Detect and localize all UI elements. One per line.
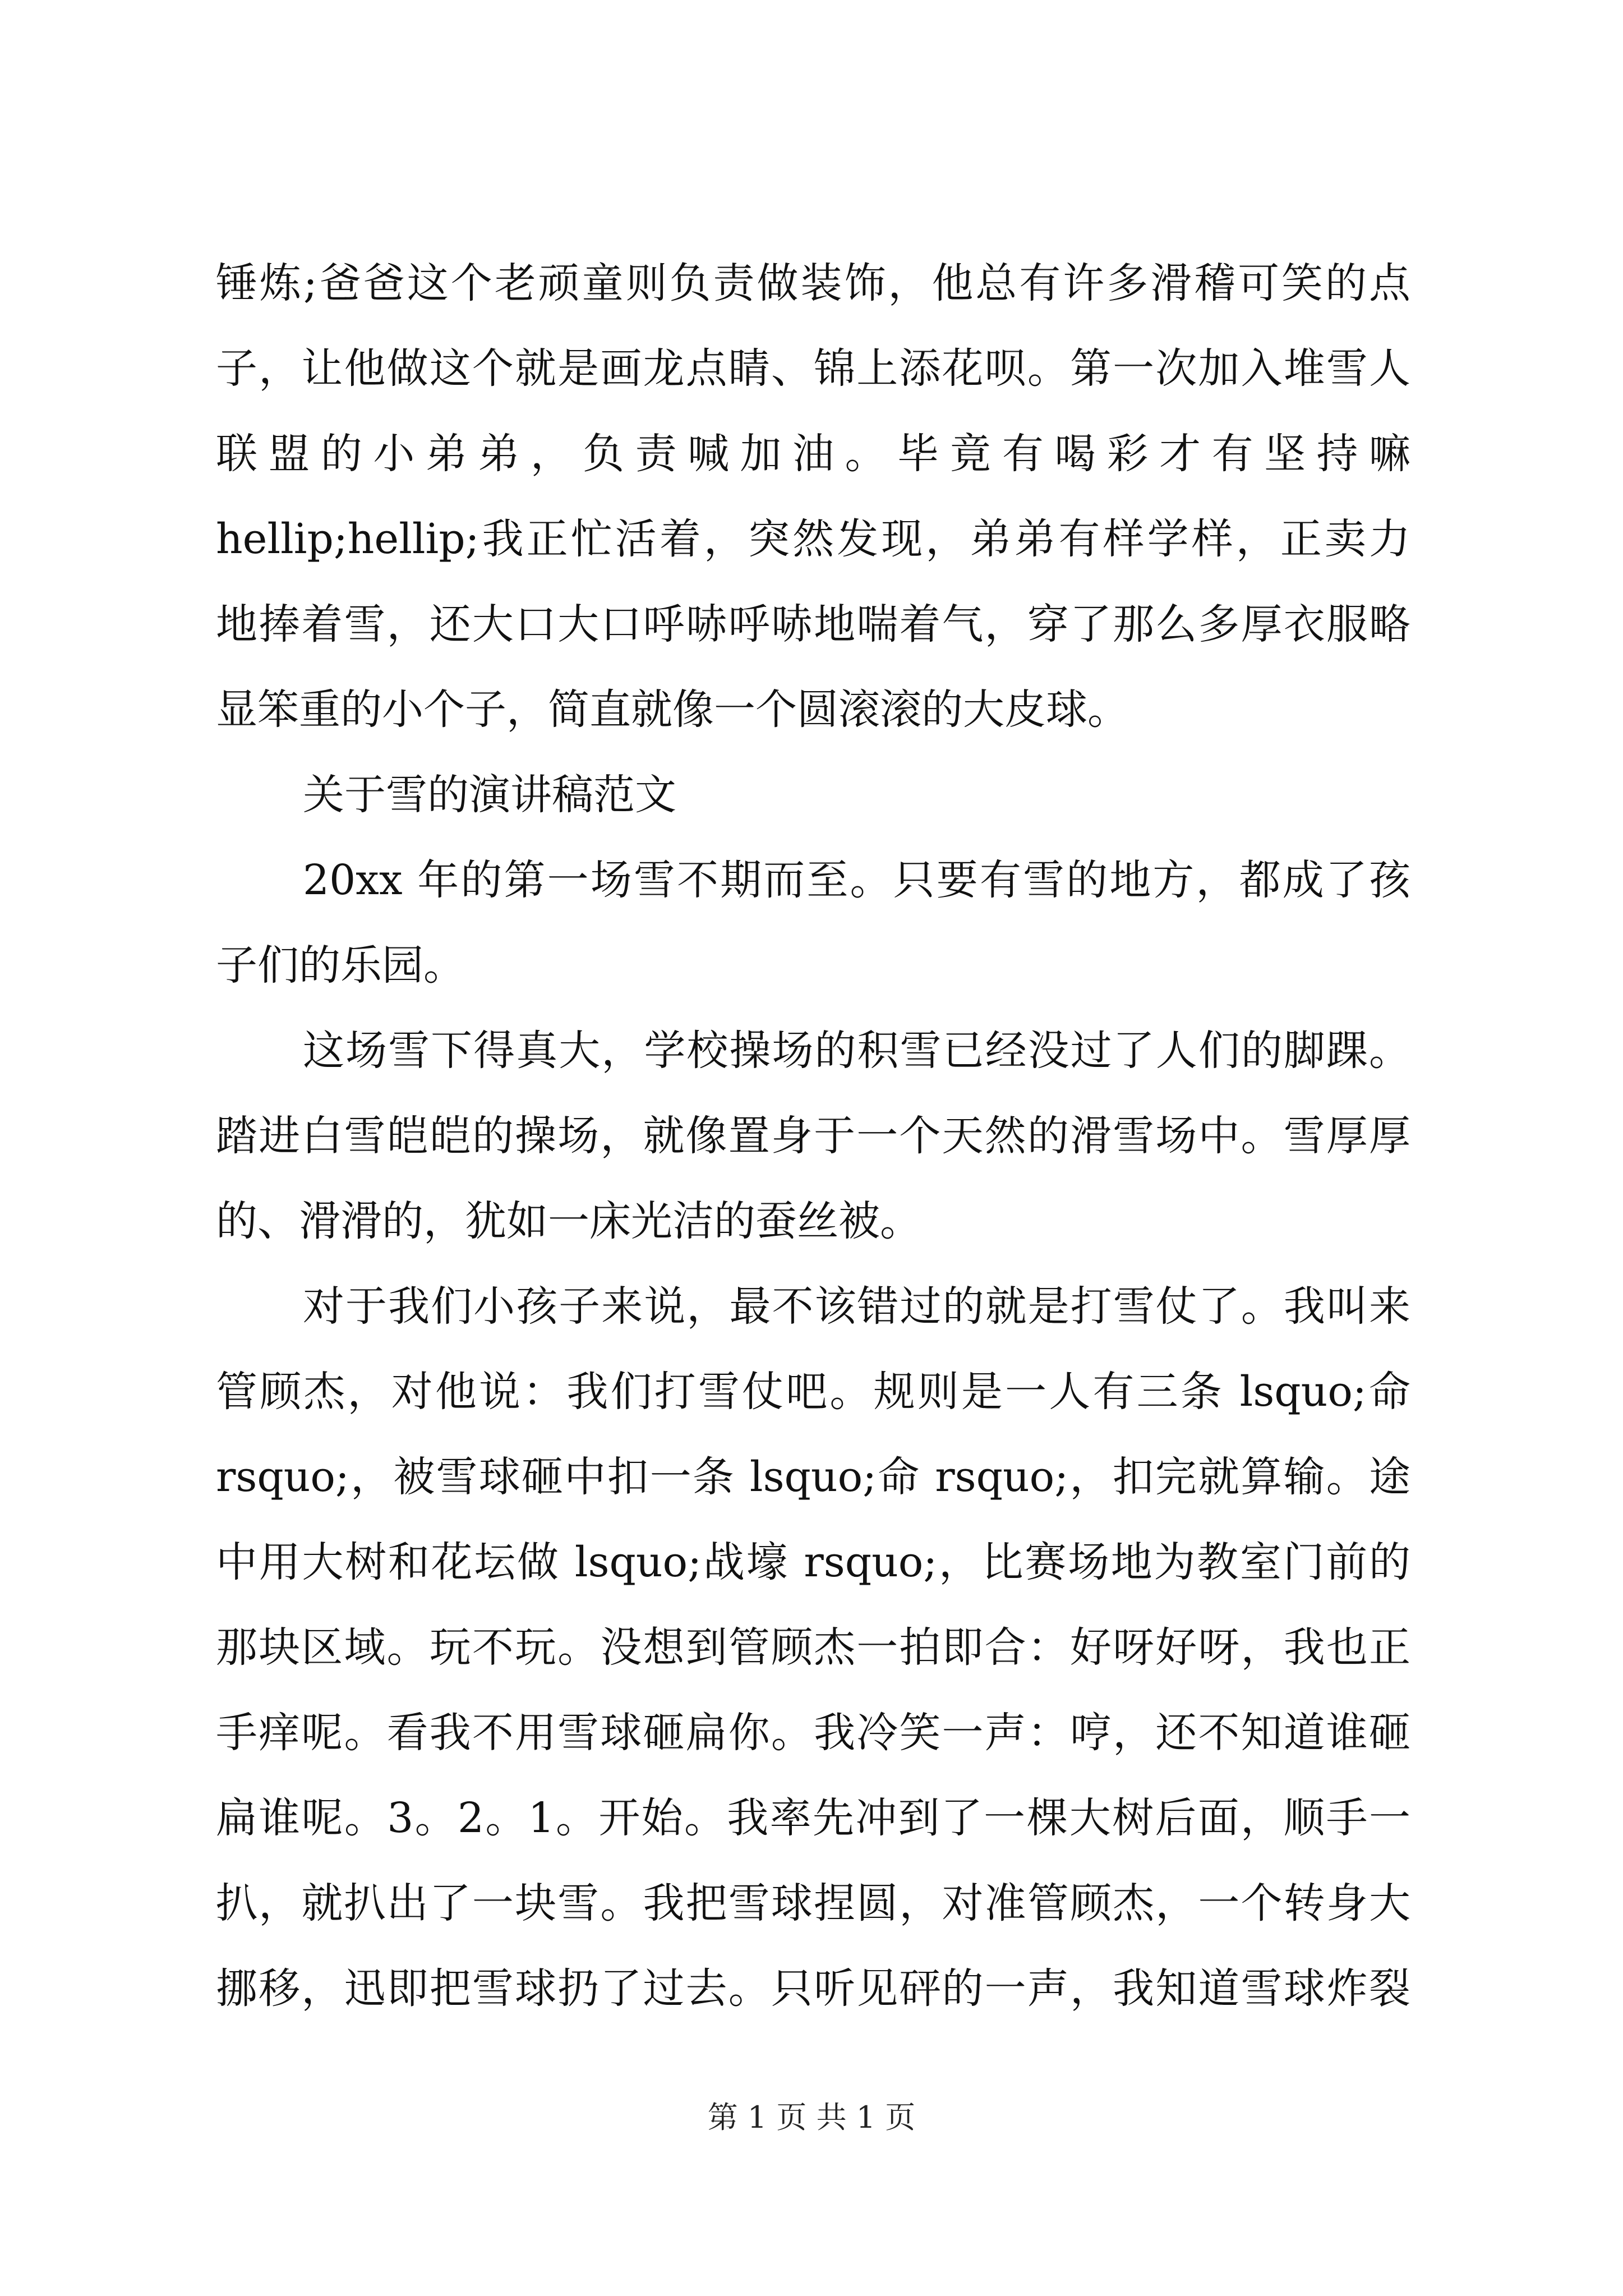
text-line: 那块区域。玩不玩。没想到管顾杰一拍即合：好呀好呀，我也正	[216, 1623, 1410, 1672]
section-heading: 关于雪的演讲稿范文	[303, 771, 676, 819]
text-line: 踏进白雪皑皑的操场，就像置身于一个天然的滑雪场中。雪厚厚	[216, 1112, 1410, 1160]
page-footer: 第 1 页 共 1 页	[707, 2100, 916, 2135]
text-line: 扁谁呢。3。2。1。开始。我率先冲到了一棵大树后面，顺手一	[216, 1794, 1410, 1842]
text-line: 子们的乐园。	[216, 941, 465, 990]
text-line: 锤炼;爸爸这个老顽童则负责做装饰，他总有许多滑稽可笑的点	[216, 259, 1410, 307]
text-line: 20xx 年的第一场雪不期而至。只要有雪的地方，都成了孩	[303, 856, 1410, 904]
text-line: rsquo;，被雪球砸中扣一条 lsquo;命 rsquo;，扣完就算输。途	[216, 1453, 1410, 1501]
text-line: 中用大树和花坛做 lsquo;战壕 rsquo;，比赛场地为教室门前的	[216, 1538, 1410, 1586]
text-line: 地捧着雪，还大口大口呼哧呼哧地喘着气，穿了那么多厚衣服略	[216, 600, 1410, 648]
text-line: 的、滑滑的，犹如一床光洁的蚕丝被。	[216, 1197, 921, 1245]
text-line: 这场雪下得真大，学校操场的积雪已经没过了人们的脚踝。	[303, 1027, 1410, 1075]
text-line: 手痒呢。看我不用雪球砸扁你。我冷笑一声：哼，还不知道谁砸	[216, 1709, 1410, 1757]
text-line: 挪移，迅即把雪球扔了过去。只听见砰的一声，我知道雪球炸裂	[216, 1964, 1410, 2013]
text-line: 对于我们小孩子来说，最不该错过的就是打雪仗了。我叫来	[303, 1282, 1410, 1331]
text-line: 管顾杰，对他说：我们打雪仗吧。规则是一人有三条 lsquo;命	[216, 1368, 1410, 1416]
text-line: 扒，就扒出了一块雪。我把雪球捏圆，对准管顾杰，一个转身大	[216, 1879, 1410, 1927]
text-line: 联盟的小弟弟，负责喊加油。毕竟有喝彩才有坚持嘛	[216, 430, 1410, 478]
text-line: hellip;hellip;我正忙活着，突然发现，弟弟有样学样，正卖力	[216, 515, 1410, 563]
text-line: 显笨重的小个子，简直就像一个圆滚滚的大皮球。	[216, 685, 1129, 734]
text-line: 子，让他做这个就是画龙点睛、锦上添花呗。第一次加入堆雪人	[216, 344, 1410, 393]
